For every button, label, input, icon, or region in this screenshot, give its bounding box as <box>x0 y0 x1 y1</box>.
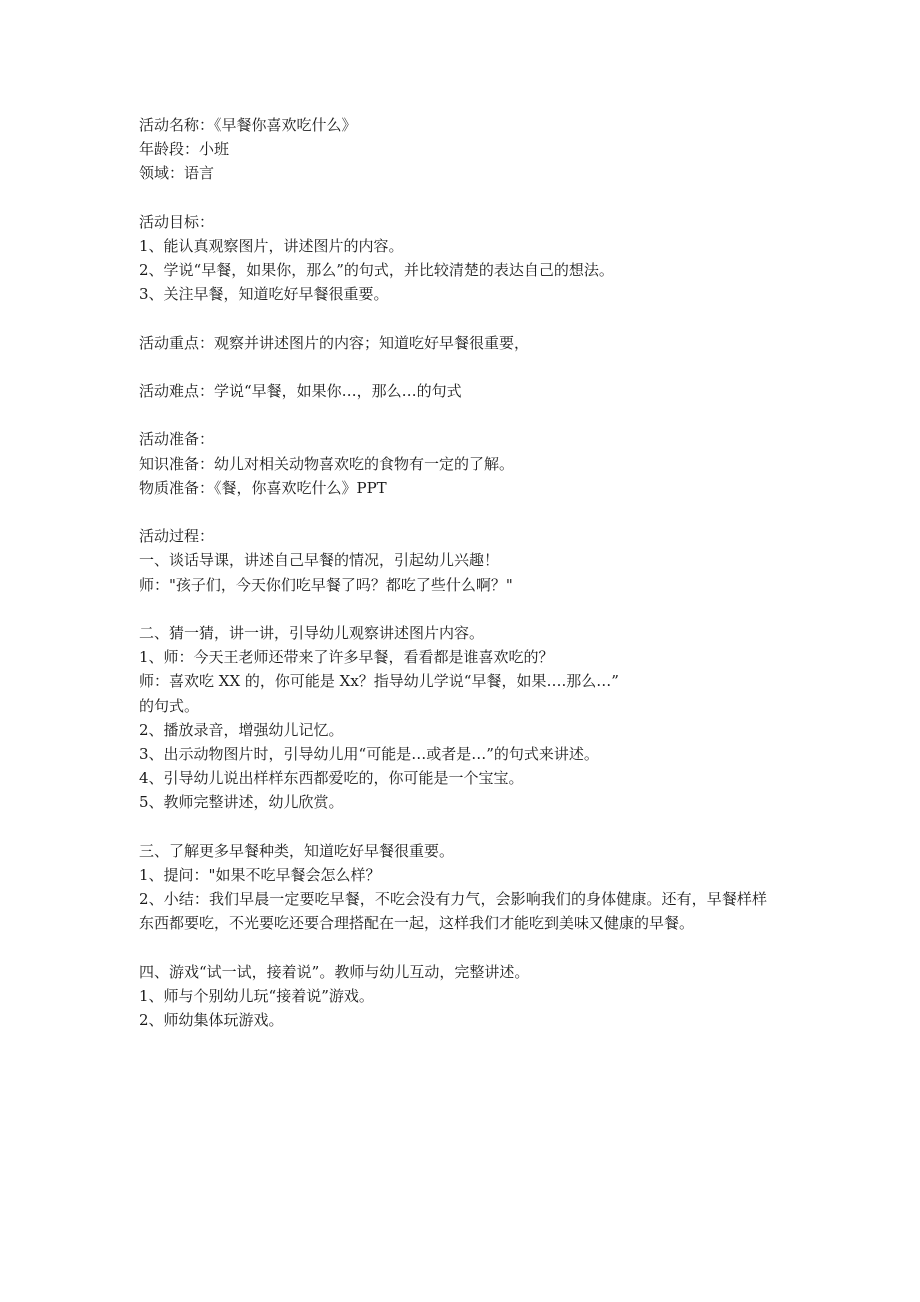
part2-line: 3、出示动物图片时，引导幼儿用“可能是…或者是…”的句式来讲述。 <box>139 744 599 763</box>
part2-title: 二、猜一猜，讲一讲，引导幼儿观察讲述图片内容。 <box>139 623 485 642</box>
materials-preparation: 物质准备：《餐，你喜欢吃什么》PPT <box>139 478 387 497</box>
goal-item: 3、关注早餐，知道吃好早餐很重要。 <box>139 285 389 304</box>
key-point: 活动重点：观察并讲述图片的内容；知道吃好早餐很重要， <box>139 333 530 352</box>
spacer <box>139 186 779 210</box>
part4-title: 四、游戏“试一试，接着说”。教师与幼儿互动，完整讲述。 <box>139 962 530 981</box>
spacer <box>139 597 779 621</box>
part3-line: 1、提问："如果不吃早餐会怎么样？ <box>139 865 381 884</box>
part1-title: 一、谈话导课，讲述自己早餐的情况，引起幼儿兴趣！ <box>139 551 500 570</box>
part2-line: 的句式。 <box>139 696 200 715</box>
spacer <box>139 814 779 838</box>
age-group: 年龄段：小班 <box>139 140 230 159</box>
document-body <box>139 113 779 1032</box>
spacer <box>139 500 779 524</box>
goal-item: 2、学说“早餐，如果你，那么”的句式，并比较清楚的表达自己的想法。 <box>139 261 614 280</box>
part2-line: 1、师：今天王老师还带来了许多早餐，看看都是谁喜欢吃的？ <box>139 648 554 667</box>
spacer <box>139 403 779 427</box>
difficulty: 活动难点：学说“早餐，如果你…，那么…的句式 <box>139 382 462 401</box>
preparation-heading: 活动准备： <box>139 430 215 449</box>
part4-line: 1、师与个别幼儿玩“接着说”游戏。 <box>139 986 374 1005</box>
part2-line: 4、引导幼儿说出样样东西都爱吃的，你可能是一个宝宝。 <box>139 769 524 788</box>
part4-line: 2、师幼集体玩游戏。 <box>139 1010 284 1029</box>
part2-line: 2、播放录音，增强幼儿记忆。 <box>139 720 344 739</box>
spacer <box>139 935 779 959</box>
knowledge-preparation: 知识准备：幼儿对相关动物喜欢吃的食物有一定的了解。 <box>139 454 515 473</box>
activity-name: 活动名称：《早餐你喜欢吃什么》 <box>139 116 357 134</box>
subject-domain: 领域：语言 <box>139 164 215 183</box>
part3-summary: 2、小结：我们早晨一定要吃早餐，不吃会没有力气，会影响我们的身体健康。还有，早餐样样东西都要吃，不光要吃还要合理搭配在一起，这样我们才能吃到美味又健康的早餐。 <box>139 890 767 933</box>
part1-line: 师："孩子们，今天你们吃早餐了吗？都吃了些什么啊？" <box>139 575 513 594</box>
process-heading: 活动过程： <box>139 527 215 546</box>
goal-item: 1、能认真观察图片，讲述图片的内容。 <box>139 236 404 255</box>
spacer <box>139 355 779 379</box>
goals-heading: 活动目标： <box>139 212 215 231</box>
spacer <box>139 307 779 331</box>
part2-line: 师：喜欢吃 XX 的，你可能是 Xx？指导幼儿学说“早餐，如果….那么…” <box>139 672 619 691</box>
part3-title: 三、了解更多早餐种类，知道吃好早餐很重要。 <box>139 841 455 860</box>
part2-line: 5、教师完整讲述，幼儿欣赏。 <box>139 793 344 812</box>
